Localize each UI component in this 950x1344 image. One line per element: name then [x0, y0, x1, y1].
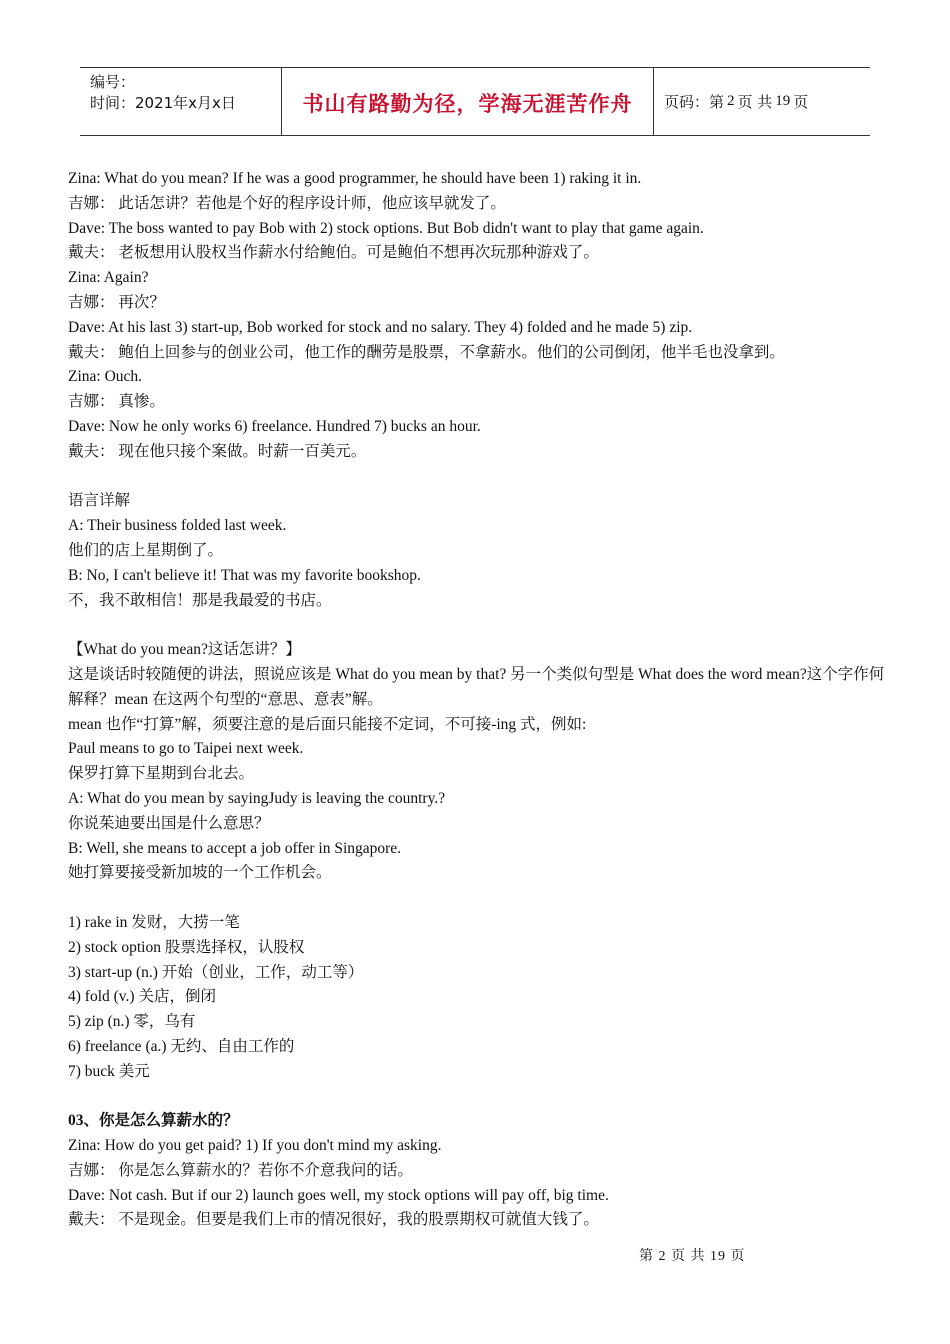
lesson-heading: 03、你是怎么算薪水的？: [68, 1112, 239, 1130]
text-line: 戴夫： 老板想用认股权当作薪水付给鲍伯。可是鲍伯不想再次玩那种游戏了。: [68, 244, 599, 262]
text-line: Zina: How do you get paid? 1) If you don't mind my asking.: [68, 1137, 442, 1155]
text-line: 吉娜： 你是怎么算薪水的？若你不介意我问的话。: [68, 1161, 413, 1179]
section-heading: 语言详解: [68, 492, 131, 510]
page-suffix: 页: [793, 93, 809, 111]
page-prefix: 页码：第: [664, 93, 725, 111]
vocab-item: 1) rake in 发财，大捞一笔: [68, 913, 240, 931]
vocab-item: 3) start-up (n.) 开始（创业，工作，动工等）: [68, 963, 364, 981]
document-body: [68, 167, 886, 1233]
page-header: [80, 67, 870, 136]
text-line: B: Well, she means to accept a job offer in Singapore.: [68, 839, 402, 857]
text-line: 吉娜： 真惨。: [68, 393, 165, 411]
blank-line: [68, 613, 886, 638]
text-line: 吉娜： 此话怎讲？若他是个好的程序设计师，他应该早就发了。: [68, 194, 506, 212]
text-line: 她打算要接受新加坡的一个工作机会。: [68, 864, 332, 882]
text-line: Zina: Again?: [68, 269, 149, 287]
blank-line: [68, 1084, 886, 1109]
text-line: Paul means to go to Taipei next week.: [68, 740, 304, 758]
page-total: 19: [775, 93, 791, 109]
text-line: Dave: The boss wanted to pay Bob with 2) stock options. But Bob didn't want to play that game again.: [68, 219, 704, 237]
text-line: A: What do you mean by sayingJudy is leaving the country.?: [68, 789, 446, 807]
text-line: Dave: Not cash. But if our 2) launch goes well, my stock options will pay off, big time.: [68, 1186, 609, 1204]
text-line: Dave: At his last 3) start-up, Bob worked for stock and no salary. They 4) folded and he made 5) zip.: [68, 318, 693, 336]
topic-heading: 【What do you mean?这话怎讲？】: [68, 641, 301, 659]
text-line: 他们的店上星期倒了。: [68, 541, 224, 559]
text-line: 戴夫： 不是现金。但要是我们上市的情况很好，我的股票期权可就值大钱了。: [68, 1211, 599, 1229]
text-line: A: Their business folded last week.: [68, 517, 287, 535]
text-line: Zina: What do you mean? If he was a good programmer, he should have been 1) raking it in.: [68, 170, 642, 187]
text-line: 戴夫： 现在他只接个案做。时薪一百美元。: [68, 442, 367, 460]
text-line: Dave: Now he only works 6) freelance. Hundred 7) bucks an hour.: [68, 417, 481, 435]
vocab-item: 2) stock option 股票选择权，认股权: [68, 938, 305, 956]
number-label: 编号：: [90, 73, 136, 91]
header-info: [80, 68, 281, 135]
blank-line: [68, 465, 886, 490]
page-mid: 页 共: [737, 93, 773, 111]
vocab-item: 6) freelance (a.) 无约、自由工作的: [68, 1037, 295, 1055]
time-label: 时间：2021年x月x日: [90, 94, 236, 112]
page-footer: 第 2 页 共 19 页: [639, 1249, 746, 1264]
text-line: 保罗打算下星期到台北去。: [68, 765, 255, 783]
text-line: 戴夫： 鲍伯上回参与的创业公司，他工作的酬劳是股票，不拿薪水。他们的公司倒闭，他半毛也没拿到。: [68, 343, 785, 361]
text-line: 吉娜： 再次？: [68, 293, 165, 311]
header-motto: 书山有路勤为径，学海无涯苦作舟: [302, 91, 633, 116]
vocab-item: 7) buck 美元: [68, 1062, 150, 1080]
text-line: Zina: Ouch.: [68, 368, 143, 386]
text-line: 不，我不敢相信！那是我最爱的书店。: [68, 591, 332, 609]
vocab-item: 4) fold (v.) 关店，倒闭: [68, 988, 216, 1006]
page-current: 2: [727, 93, 735, 109]
blank-line: [68, 886, 886, 911]
text-line: B: No, I can't believe it! That was my favorite bookshop.: [68, 566, 421, 584]
header-motto-cell: [281, 68, 654, 135]
text-paragraph: 这是谈话时较随便的讲法，照说应该是 What do you mean by that? 另一个类似句型是 What does the word mean?这个字作何解释？mean 在这两个句型的“意思、意表”解。: [68, 665, 885, 708]
vocab-item: 5) zip (n.) 零，乌有: [68, 1013, 196, 1031]
header-page-info: [654, 68, 870, 135]
text-line: mean 也作“打算”解，须要注意的是后面只能接不定词，不可接-ing 式，例如:: [68, 715, 587, 733]
text-line: 你说茱迪要出国是什么意思？: [68, 814, 270, 832]
